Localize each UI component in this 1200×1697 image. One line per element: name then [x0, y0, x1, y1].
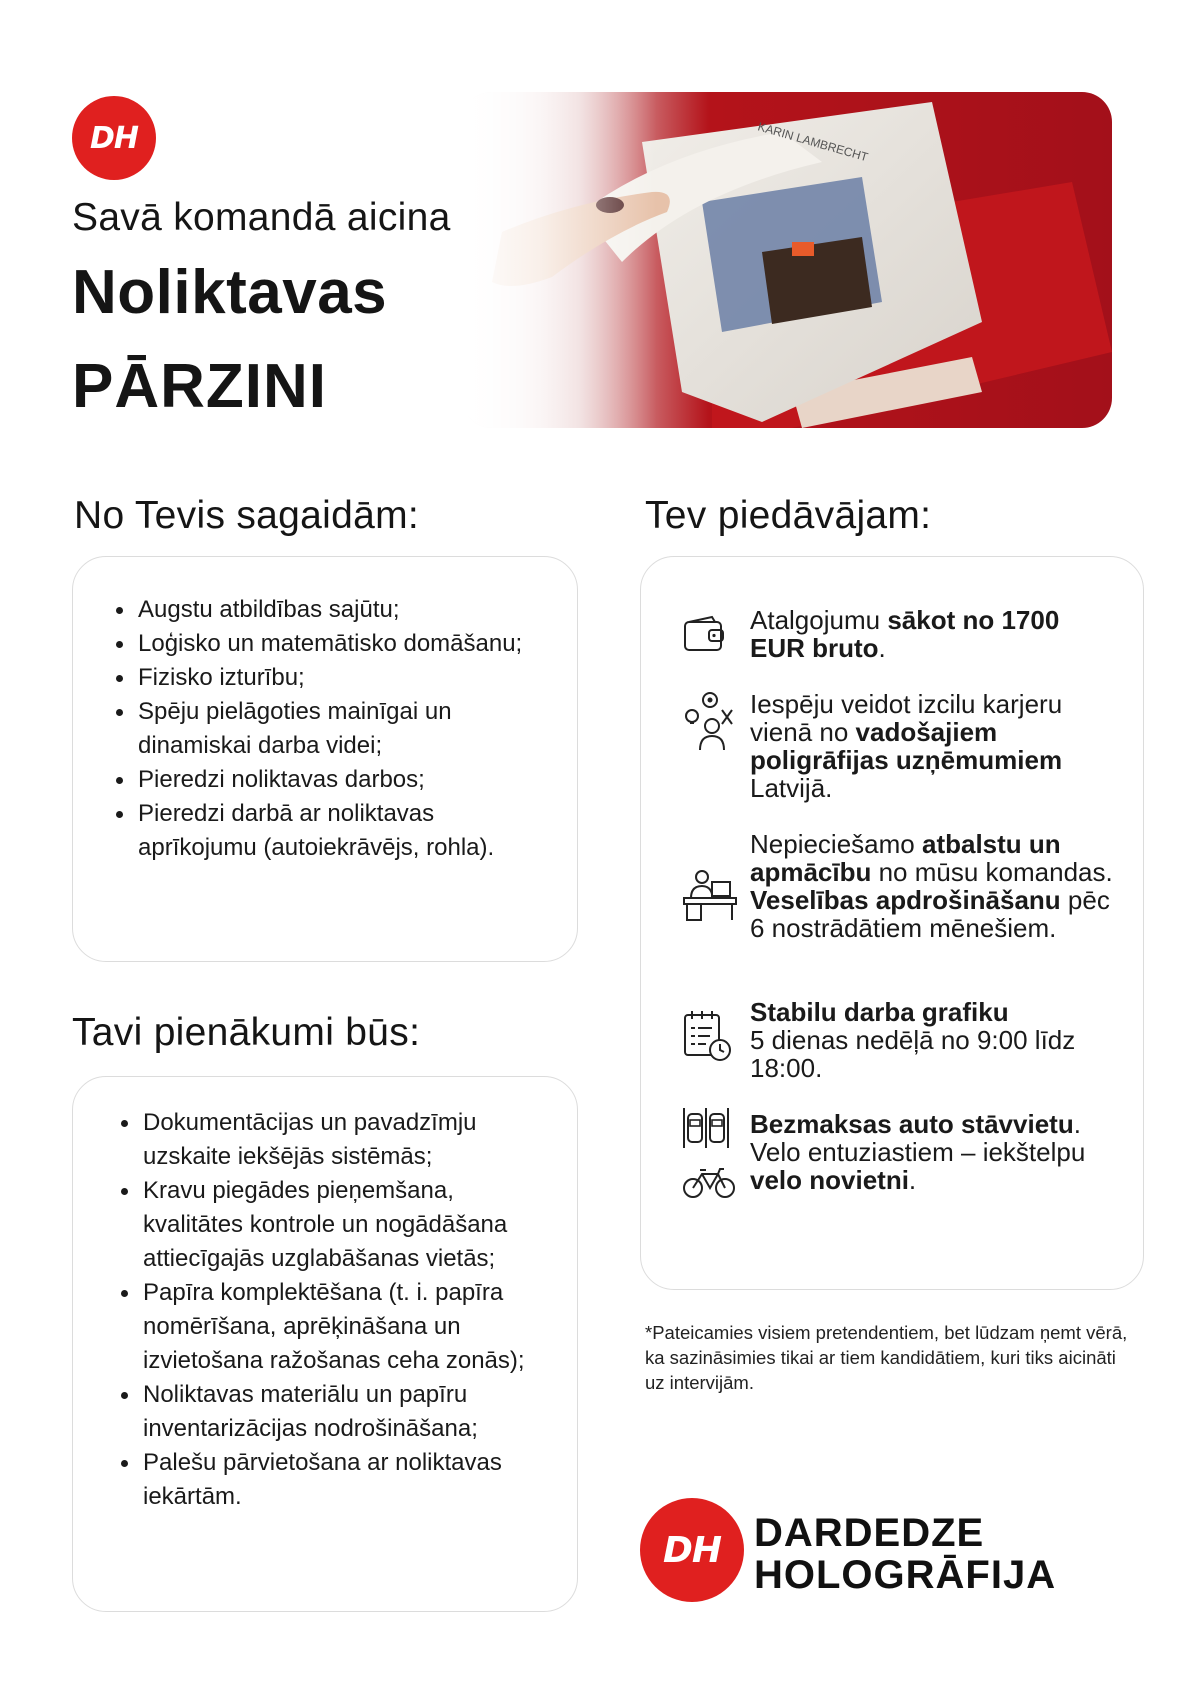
list-item: Palešu pārvietošana ar noliktavas iekārtām. [119, 1446, 549, 1514]
offer-career [680, 690, 1120, 802]
schedule-text: 5 dienas nedēļā no 9:00 līdz 18:00. [750, 1025, 1076, 1083]
career-highlight: vadošajiem poligrāfijas uzņēmumiem [750, 717, 1063, 775]
intro-text: Savā komandā aicina [72, 196, 451, 239]
support-highlight: atbalstu un apmācību [750, 829, 1061, 887]
salary-suffix: . [878, 633, 886, 663]
logo-text: DH [89, 120, 138, 156]
expectations-heading: No Tevis sagaidām: [74, 494, 420, 537]
bike-highlight: velo novietni [750, 1165, 909, 1195]
disclaimer-note: *Pateicamies visiem pretendentiem, bet lūdzam ņemt vērā, ka sazināsimies tikai ar tiem kandidātiem, kuri tiks aicināti uz intervijām. [645, 1322, 1128, 1393]
list-item: Pieredzi darbā ar noliktavas aprīkojumu (autoiekrāvējs, rohla). [114, 797, 544, 865]
footer-logo-text: DH [662, 1529, 721, 1571]
hero-photo [462, 92, 1112, 428]
list-item: Papīra komplektēšana (t. i. papīra nomērīšana, aprēķināšana un izvietošana ražošanas ceha zonās); [119, 1276, 549, 1378]
salary-prefix: Atalgojumu [750, 605, 888, 635]
bike-suffix: . [908, 1165, 917, 1195]
list-item: Pieredzi noliktavas darbos; [114, 763, 544, 797]
support-prefix: Nepieciešamo [750, 829, 922, 859]
list-item: Loģisko un matemātisko domāšanu; [114, 627, 544, 661]
expectations-list [114, 593, 544, 865]
brand-line1: DARDEDZE [754, 1511, 985, 1555]
list-item: Fizisko izturību; [114, 661, 544, 695]
insurance-highlight: Veselības apdrošināšanu [750, 885, 1061, 915]
support-mid: no mūsu komandas. [871, 857, 1113, 887]
list-item: Noliktavas materiālu un papīru inventarizācijas nodrošināšana; [119, 1378, 549, 1446]
bike-prefix: Velo entuziastiem – iekštelpu [750, 1137, 1086, 1167]
list-item: Dokumentācijas un pavadzīmju uzskaite iekšējās sistēmās; [119, 1106, 549, 1174]
offer-heading: Tev piedāvājam: [645, 494, 932, 537]
company-logo [72, 96, 156, 180]
job-title-line1: Noliktavas [72, 258, 388, 327]
offer-parking [680, 1110, 1120, 1194]
company-name [754, 1512, 1056, 1596]
duties-list [119, 1106, 549, 1514]
duties-heading: Tavi pienākumi būs: [72, 1011, 421, 1054]
book-photo-illustration [462, 92, 1112, 428]
career-suffix: Latvijā. [750, 773, 833, 803]
job-title-line2: PĀRZINI [72, 352, 327, 421]
list-item: Kravu piegādes pieņemšana, kvalitātes kontrole un nogādāšana attiecīgajās uzglabāšanas vietās; [119, 1174, 549, 1276]
list-item: Augstu atbildības sajūtu; [114, 593, 544, 627]
support-suffix: pēc 6 nostrādātiem mēnešiem. [750, 885, 1110, 943]
parking-highlight: Bezmaksas auto stāvvietu [750, 1109, 1074, 1139]
footer-logo [640, 1498, 744, 1602]
career-prefix: Iespēju veidot izcilu karjeru vienā no [750, 689, 1063, 747]
offer-salary [680, 606, 1120, 662]
offer-schedule [680, 998, 1120, 1082]
offer-support [680, 830, 1120, 942]
parking-suffix: . [1073, 1109, 1081, 1139]
salary-amount: sākot no 1700 EUR bruto [750, 605, 1060, 663]
schedule-highlight: Stabilu darba grafiku [750, 997, 1009, 1027]
brand-line2: HOLOGRĀFIJA [754, 1553, 1057, 1597]
list-item: Spēju pielāgoties mainīgai un dinamiskai darba videi; [114, 695, 544, 763]
